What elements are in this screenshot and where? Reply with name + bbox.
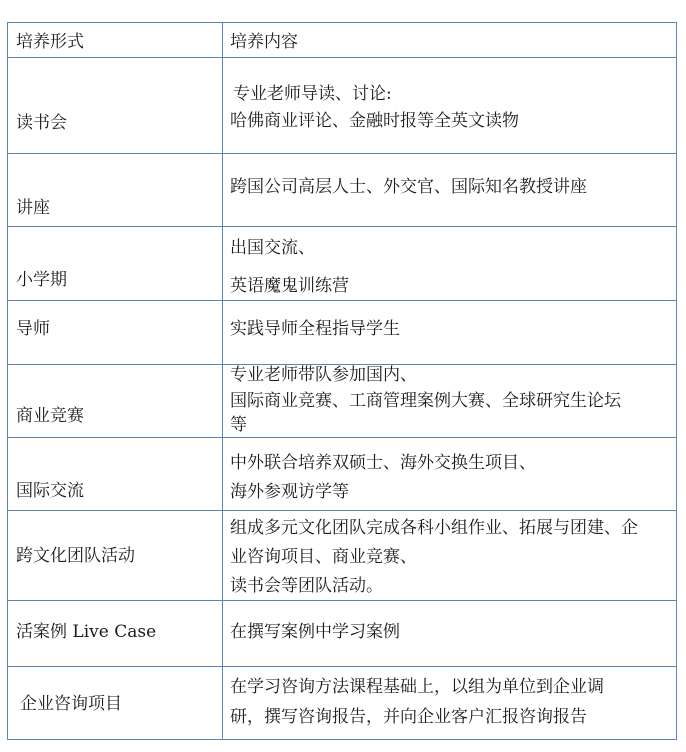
row-form: 读书会 [16, 113, 67, 133]
row-content-line: 出国交流、 [230, 238, 315, 258]
header-content: 培养内容 [230, 32, 298, 52]
table-border-left [7, 22, 8, 740]
row-content-line: 在撰写案例中学习案例 [230, 622, 400, 642]
row-form: 活案例 Live Case [16, 622, 157, 642]
row-content-line: 在学习咨询方法课程基础上，以组为单位到企业调 [230, 677, 604, 697]
row-form: 小学期 [16, 270, 67, 290]
row-content-line: 专业老师带队参加国内、 [230, 365, 417, 385]
row-form: 导师 [16, 319, 50, 339]
table-divider [7, 666, 677, 667]
table-divider [7, 57, 677, 58]
table-divider [7, 437, 677, 438]
table-divider [7, 300, 677, 301]
row-content-line: 国际商业竞赛、工商管理案例大赛、全球研究生论坛 [230, 391, 621, 411]
row-content-line: 中外联合培养双硕士、海外交换生项目、 [230, 453, 536, 473]
table-border-top [7, 22, 677, 23]
row-content-line: 英语魔鬼训练营 [230, 276, 349, 296]
row-form: 企业咨询项目 [20, 694, 122, 714]
table-divider [7, 510, 677, 511]
header-form: 培养形式 [16, 32, 84, 52]
row-content-line: 专业老师导读、讨论: [233, 84, 392, 104]
row-content-line: 哈佛商业评论、金融时报等全英文读物 [230, 111, 519, 131]
table-divider [7, 153, 677, 154]
row-content-line: 海外参观访学等 [230, 482, 349, 502]
row-form: 跨文化团队活动 [16, 546, 135, 566]
table-border-right [676, 22, 677, 740]
row-content-line: 业咨询项目、商业竞赛、 [230, 547, 417, 567]
table-divider [7, 226, 677, 227]
row-content-line: 研，撰写咨询报告，并向企业客户汇报咨询报告 [230, 707, 587, 727]
table-border-bottom [7, 739, 677, 740]
row-content-line: 读书会等团队活动。 [230, 576, 383, 596]
row-content-line: 等 [230, 415, 247, 435]
row-form: 商业竞赛 [16, 406, 84, 426]
row-content-line: 实践导师全程指导学生 [230, 319, 400, 339]
row-content-line: 组成多元文化团队完成各科小组作业、拓展与团建、企 [230, 518, 638, 538]
row-form: 讲座 [16, 198, 50, 218]
table-divider [7, 600, 677, 601]
row-form: 国际交流 [16, 481, 84, 501]
row-content-line: 跨国公司高层人士、外交官、国际知名教授讲座 [230, 177, 587, 197]
table-column-divider [222, 22, 223, 740]
